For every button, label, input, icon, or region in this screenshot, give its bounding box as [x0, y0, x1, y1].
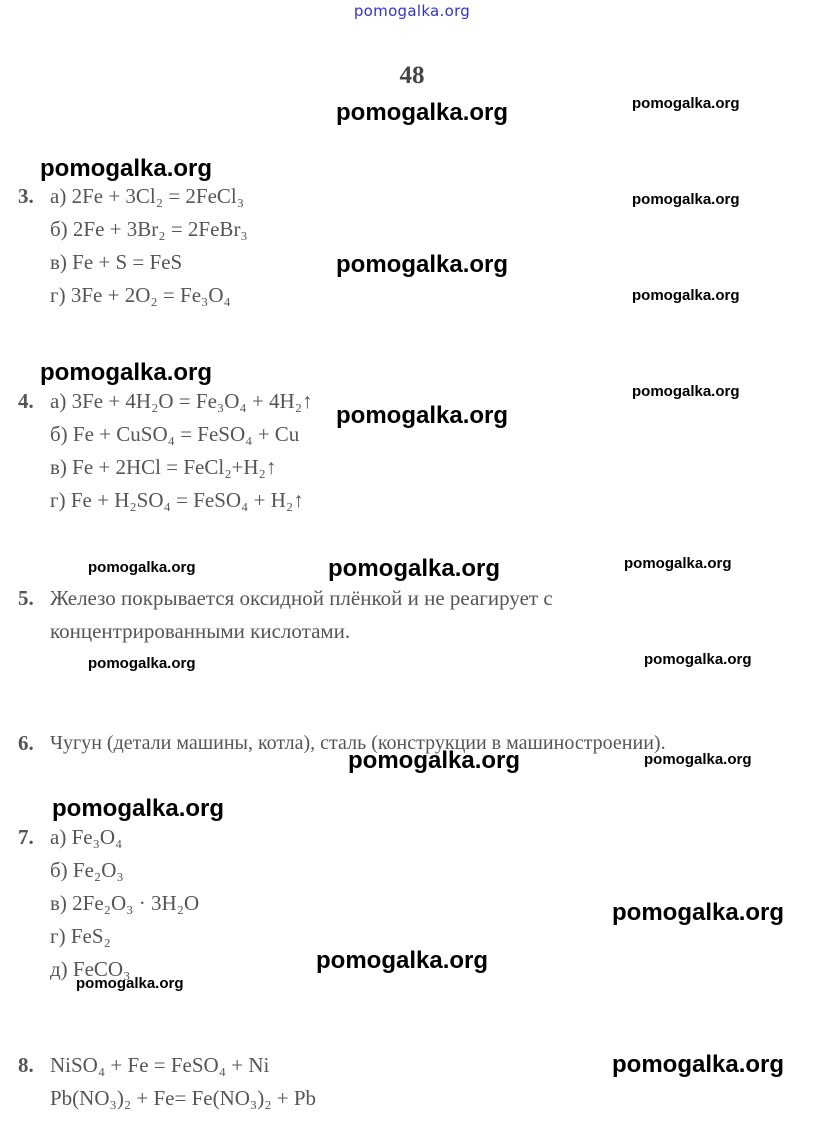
- task-number: 7.: [18, 825, 34, 849]
- task-number: 6.: [18, 731, 34, 755]
- equation-line: а) 3Fe + 4H₂O = Fe₃O₄ + 4H₂↑: [50, 389, 313, 413]
- formula-line: г) FeS₂: [50, 924, 111, 948]
- watermark: pomogalka.org: [632, 287, 740, 304]
- watermark: pomogalka.org: [336, 99, 509, 126]
- watermark: pomogalka.org: [632, 95, 740, 112]
- watermark: pomogalka.org: [52, 795, 225, 822]
- watermark: pomogalka.org: [40, 359, 213, 386]
- equation-line: а) 2Fe + 3Cl₂ = 2FeCl₃: [50, 184, 245, 208]
- task-number: 8.: [18, 1053, 34, 1077]
- formula-line: б) Fe₂O₃: [50, 858, 124, 882]
- equation-line: NiSO₄ + Fe = FeSO₄ + Ni: [50, 1053, 270, 1077]
- page-number: 48: [399, 62, 425, 89]
- watermark: pomogalka.org: [632, 383, 740, 400]
- watermark: pomogalka.org: [644, 751, 752, 768]
- watermark: pomogalka.org: [336, 251, 509, 278]
- formula-line: а) Fe₃O₄: [50, 825, 123, 849]
- equation-line: г) Fe + H₂SO₄ = FeSO₄ + H₂↑: [50, 488, 304, 512]
- equation-line: б) 2Fe + 3Br₂ = 2FeBr₃: [50, 217, 248, 241]
- watermark: pomogalka.org: [612, 1051, 785, 1078]
- watermark: pomogalka.org: [348, 747, 521, 774]
- equation-line: г) 3Fe + 2O₂ = Fe₃O₄: [50, 283, 231, 307]
- answer-line: Железо покрывается оксидной плёнкой и не реагирует с: [50, 586, 553, 610]
- watermark: pomogalka.org: [328, 555, 501, 582]
- watermark: pomogalka.org: [644, 651, 752, 668]
- equation-line: в) Fe + 2HCl = FeCl₂+H₂↑: [50, 455, 277, 479]
- watermark: pomogalka.org: [612, 899, 785, 926]
- watermark: pomogalka.org: [624, 555, 732, 572]
- watermark: pomogalka.org: [88, 559, 196, 576]
- answer-line: концентрированными кислотами.: [50, 619, 351, 643]
- equation-line: Pb(NO₃)₂ + Fe= Fe(NO₃)₂ + Pb: [50, 1086, 317, 1110]
- watermark: pomogalka.org: [336, 402, 509, 429]
- task-number: 3.: [18, 184, 34, 208]
- watermark: pomogalka.org: [88, 655, 196, 672]
- watermark: pomogalka.org: [632, 191, 740, 208]
- watermark: pomogalka.org: [76, 975, 184, 992]
- watermark: pomogalka.org: [40, 155, 213, 182]
- task-number: 4.: [18, 389, 34, 413]
- formula-line: в) 2Fe₂O₃ · 3H₂O: [50, 891, 200, 915]
- formula-line: д) FeCO₃: [50, 957, 131, 981]
- equation-line: в) Fe + S = FeS: [50, 250, 183, 274]
- watermark: pomogalka.org: [316, 947, 489, 974]
- site-link[interactable]: pomogalka.org: [353, 2, 471, 20]
- equation-line: б) Fe + CuSO₄ = FeSO₄ + Cu: [50, 422, 300, 446]
- task-number: 5.: [18, 586, 34, 610]
- answer-line: Чугун (детали машины, котла), сталь (конструкции в машиностроении).: [50, 732, 666, 754]
